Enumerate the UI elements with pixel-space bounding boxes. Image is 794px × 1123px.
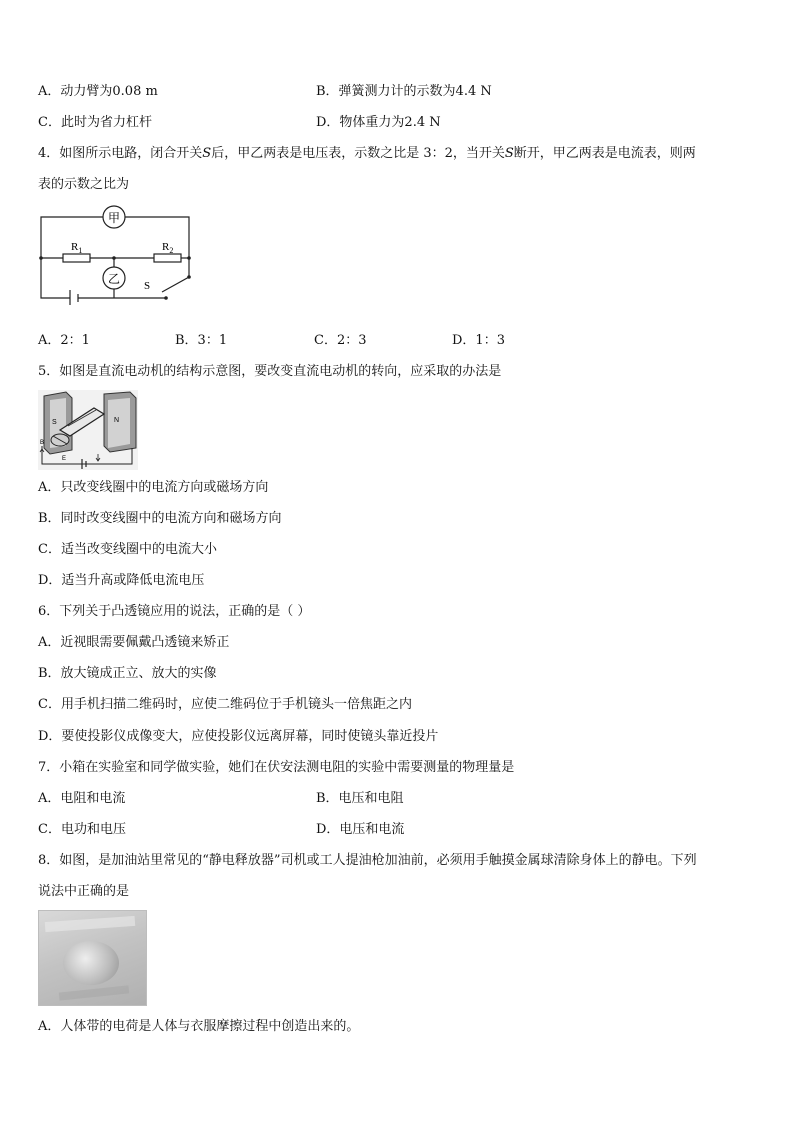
q8-stem-line2: 说法中正确的是: [38, 884, 130, 899]
q8-stem-line1: 8．如图，是加油站里常见的“静电释放器”司机或工人提油枪加油前，必须用手触摸金属球清除身体上的静电。下列: [38, 853, 697, 868]
resistor-r1: [63, 254, 90, 262]
q4-circuit-diagram: [36, 205, 196, 305]
q6-option-d: D．要使投影仪成像变大，应使投影仪远离屏幕，同时使镜头靠近投片: [38, 729, 439, 744]
q3-option-a: A．动力臂为0.08 m: [38, 84, 158, 99]
magnet-s-label: S: [52, 419, 57, 426]
static-discharger-photo: [38, 910, 147, 1006]
q7-stem: 7．小箱在实验室和同学做实验，她们在伏安法测电阻的实验中需要测量的物理量是: [38, 760, 515, 775]
q3-option-c: C．此时为省力杠杆: [38, 115, 152, 130]
q6-option-b: B．放大镜成正立、放大的实像: [38, 666, 217, 681]
q5-option-d: D．适当升高或降低电流电压: [38, 573, 205, 588]
q4-option-b: B．3：1: [175, 333, 228, 348]
r2-label: $R_2$: [162, 241, 174, 255]
q4-stem-line1: 4．如图所示电路，闭合开关S后，甲乙两表是电压表，示数之比是 3：2，当开关S断开，甲乙两表是电流表，则两: [38, 146, 696, 161]
q4-option-a: A．2：1: [38, 333, 90, 348]
q6-stem: 6．下列关于凸透镜应用的说法，正确的是（ ）: [38, 604, 311, 619]
meter-yi-label: 乙: [107, 272, 121, 286]
q5-option-a: A．只改变线圈中的电流方向或磁场方向: [38, 480, 269, 495]
q3-option-d: D．物体重力为2.4 N: [316, 115, 441, 130]
q4-option-c: C．2：3: [314, 333, 367, 348]
q8-option-a: A．人体带的电荷是人体与衣服摩擦过程中创造出来的。: [38, 1019, 360, 1034]
q7-option-a: A．电阻和电流: [38, 791, 126, 806]
q5-stem: 5．如图是直流电动机的结构示意图，要改变直流电动机的转向，应采取的办法是: [38, 364, 502, 379]
meter-jia-label: 甲: [107, 211, 121, 225]
q4-option-d: D．1：3: [452, 333, 505, 348]
q5-option-b: B．同时改变线圈中的电流方向和磁场方向: [38, 511, 282, 526]
brush-b-label: B: [40, 440, 45, 446]
q6-option-c: C．用手机扫描二维码时，应使二维码位于手机镜头一倍焦距之内: [38, 697, 412, 712]
switch-label: S: [144, 280, 151, 292]
q5-motor-figure: [38, 390, 138, 470]
r1-label: $R_1$: [71, 241, 83, 255]
metal-ball: [63, 941, 119, 985]
q3-option-b: B．弹簧测力计的示数为4.4 N: [316, 84, 492, 99]
q6-option-a: A．近视眼需要佩戴凸透镜来矫正: [38, 635, 230, 650]
q5-option-c: C．适当改变线圈中的电流大小: [38, 542, 217, 557]
q7-option-d: D．电压和电流: [316, 822, 405, 837]
q7-option-b: B．电压和电阻: [316, 791, 404, 806]
magnet-n-label: N: [114, 417, 120, 424]
resistor-r2: [154, 254, 181, 262]
q7-option-c: C．电功和电压: [38, 822, 126, 837]
q4-stem-line2: 表的示数之比为: [38, 177, 130, 192]
brush-e-label: E: [62, 456, 67, 462]
